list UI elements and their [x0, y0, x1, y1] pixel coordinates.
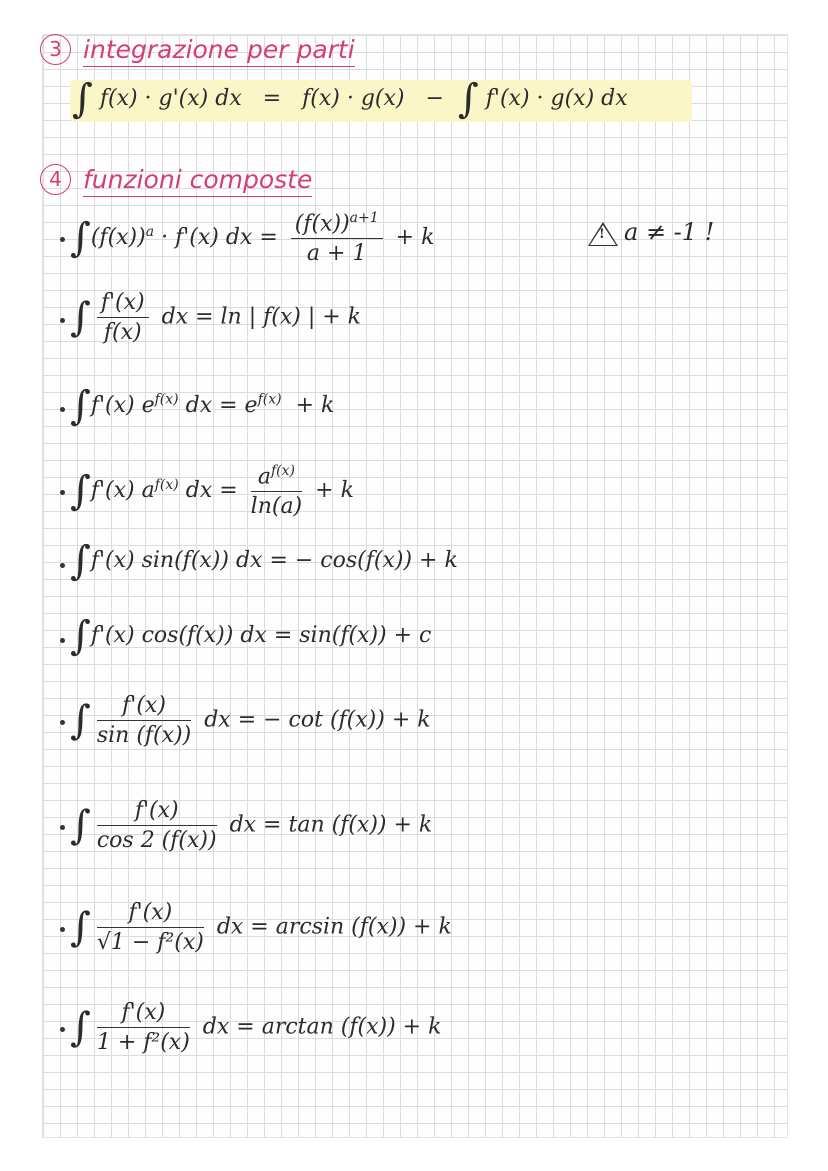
- rule-integrand: (f(x)): [90, 225, 146, 251]
- fraction-numerator: a: [257, 464, 271, 490]
- integral-sign: ∫: [72, 76, 93, 122]
- warning-triangle-icon: [588, 222, 618, 246]
- rule-arctan: [70, 1000, 441, 1055]
- rule-tan: [70, 798, 432, 853]
- integral-sign: ∫: [70, 697, 91, 744]
- numerator-exponent: a+1: [349, 210, 379, 226]
- integral-sign: ∫: [70, 215, 91, 262]
- integration-by-parts-formula: [72, 76, 628, 122]
- fraction-numerator: f'(x): [97, 290, 149, 318]
- integral-sign: ∫: [70, 613, 91, 659]
- section-4-heading: [40, 163, 312, 195]
- section-4-number: 4: [40, 164, 71, 195]
- rule-exponent: f(x): [154, 476, 179, 493]
- fraction-numerator: f'(x): [97, 1000, 190, 1028]
- rhs-integrand: f'(x) · g(x) dx: [485, 86, 628, 111]
- grid-paper: [42, 34, 788, 1138]
- bullet: [60, 563, 65, 568]
- fraction-denominator: sin (f(x)): [96, 723, 192, 748]
- fraction-numerator: f'(x): [97, 693, 191, 721]
- section-3-title: integrazione per parti: [83, 35, 355, 67]
- fraction-denominator: 1 + f²(x): [96, 1030, 190, 1055]
- fraction: [97, 1000, 190, 1055]
- section-3-number: 3: [40, 34, 71, 65]
- section-4-title: funzioni composte: [83, 165, 312, 197]
- integral-sign: ∫: [70, 468, 91, 515]
- fraction: [251, 463, 303, 519]
- rule-result: dx = − cot (f(x)) + k: [204, 707, 431, 733]
- rule-exponent: f(x): [154, 391, 179, 408]
- bullet: [60, 927, 65, 932]
- fraction-denominator: ln(a): [250, 494, 303, 520]
- section-3-heading: [40, 33, 355, 65]
- rule-power: [70, 210, 434, 266]
- bullet: [60, 825, 65, 830]
- rule-exponent: a: [145, 223, 155, 240]
- integral-sign: ∫: [70, 538, 91, 584]
- fraction: [97, 693, 191, 748]
- rule-exp-e: [70, 383, 334, 429]
- rule-result: dx = arctan (f(x)) + k: [202, 1014, 442, 1040]
- integral-sign: ∫: [457, 76, 479, 122]
- bullet: [60, 237, 65, 242]
- rule-tail: · f'(x) dx =: [161, 225, 278, 251]
- fraction-denominator: cos 2 (f(x)): [96, 828, 217, 853]
- rule-result: dx = tan (f(x)) + k: [229, 812, 433, 838]
- rule-integrand: f'(x) a: [90, 478, 155, 504]
- fraction: [97, 290, 149, 345]
- bullet: [60, 638, 65, 643]
- lhs-integrand: f(x) · g'(x) dx: [99, 86, 242, 111]
- bullet: [60, 318, 65, 323]
- integral-sign: ∫: [70, 294, 91, 341]
- fraction-denominator: √1 − f²(x): [96, 930, 204, 955]
- rule-exp-a: [70, 463, 354, 519]
- rhs-term: f(x) · g(x): [302, 86, 405, 111]
- rule-cot: [70, 693, 431, 748]
- integral-sign: ∫: [70, 383, 91, 429]
- rule-sin: [70, 538, 458, 584]
- fraction-denominator: a + 1: [306, 241, 367, 267]
- fraction-numerator: f'(x): [97, 798, 217, 826]
- rule-result: dx = ln | f(x) | + k: [161, 304, 361, 330]
- rule-result: + k: [295, 393, 335, 418]
- fraction-numerator: f'(x): [97, 900, 204, 928]
- bullet: [60, 720, 65, 725]
- rule-tail: dx =: [185, 478, 238, 504]
- warning-note: [588, 218, 714, 246]
- rule-tail: dx = e: [185, 393, 258, 418]
- rule-cos: [70, 613, 431, 659]
- integral-sign: ∫: [70, 1004, 91, 1051]
- fraction-numerator: (f(x)): [294, 211, 350, 237]
- rule-arcsin: [70, 900, 452, 955]
- rule-integrand: f'(x) e: [90, 393, 155, 418]
- rule-log: [70, 290, 361, 345]
- rule-text: f'(x) sin(f(x)) dx = − cos(f(x)) + k: [90, 548, 458, 573]
- bullet: [60, 490, 65, 495]
- equals-sign: =: [262, 86, 282, 111]
- rule-result: + k: [395, 225, 435, 251]
- rule-result: dx = arcsin (f(x)) + k: [216, 914, 452, 940]
- integral-sign: ∫: [70, 904, 91, 951]
- minus-sign: −: [425, 86, 444, 111]
- bullet: [60, 1027, 65, 1032]
- warning-symbol: !: [599, 226, 605, 242]
- integral-sign: ∫: [70, 802, 91, 849]
- fraction: [291, 210, 383, 266]
- rule-text: f'(x) cos(f(x)) dx = sin(f(x)) + c: [90, 623, 432, 648]
- fraction: [97, 798, 217, 853]
- bullet: [60, 407, 65, 412]
- fraction-denominator: f(x): [103, 320, 142, 345]
- numerator-exponent: f(x): [270, 463, 295, 479]
- warning-text: a ≠ -1 !: [624, 218, 715, 246]
- fraction: [97, 900, 204, 955]
- rule-result: + k: [315, 478, 354, 504]
- result-exponent: f(x): [257, 391, 282, 408]
